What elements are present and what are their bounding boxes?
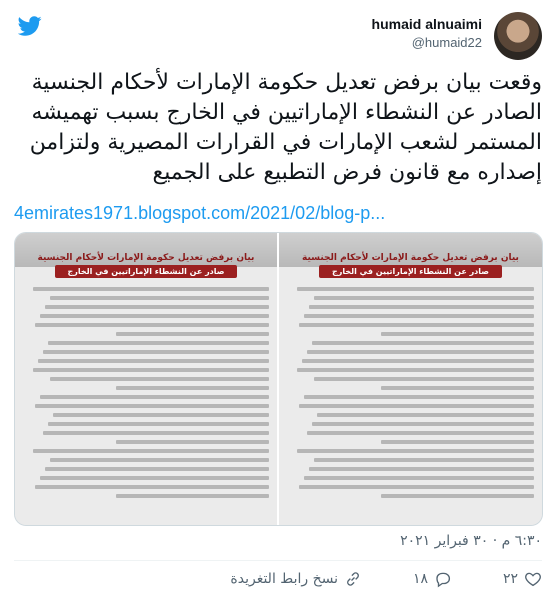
document-image-left[interactable] [15, 233, 279, 525]
author-name[interactable]: humaid alnuaimi [371, 16, 482, 32]
document-text-line [381, 440, 534, 444]
author-handle[interactable]: @humaid22 [411, 35, 482, 50]
twitter-bird-icon[interactable] [18, 14, 42, 38]
document-text-line [48, 422, 269, 426]
tweet-media[interactable] [14, 232, 543, 526]
like-action[interactable] [503, 570, 542, 588]
document-text-line [381, 386, 534, 390]
document-text-line [312, 341, 534, 345]
document-text-line [297, 449, 534, 453]
divider [14, 560, 542, 561]
document-text-line [314, 377, 534, 381]
heart-icon[interactable] [524, 570, 542, 588]
document-image-right[interactable] [279, 233, 542, 525]
document-text-line [33, 287, 269, 291]
document-text-line [43, 350, 269, 354]
document-text-line [116, 386, 269, 390]
document-text-line [307, 350, 534, 354]
document-text-line [40, 314, 269, 318]
document-text-line [45, 305, 269, 309]
document-text-line [312, 422, 534, 426]
tweet-timestamp[interactable]: ٦:٣٠ م · ٣٠ فبراير ٢٠٢١ [400, 533, 542, 549]
document-text-line [381, 332, 534, 336]
link-icon[interactable] [344, 570, 362, 588]
document-text-line [35, 485, 269, 489]
document-title: بيان برفض تعديل حكومة الإمارات لأحكام الجنسية [37, 253, 255, 263]
reply-icon[interactable] [434, 570, 452, 588]
document-text-line [38, 359, 269, 363]
document-text-line [33, 368, 269, 372]
document-text-line [35, 323, 269, 327]
document-text-line [299, 323, 534, 327]
document-text-line [317, 413, 534, 417]
avatar[interactable] [494, 12, 542, 60]
author-info[interactable] [372, 16, 482, 50]
document-text-line [309, 467, 534, 471]
document-text-line [314, 458, 534, 462]
tweet-text: وقعت بيان برفض تعديل حكومة الإمارات لأحكام الجنسية الصادر عن النشطاء الإماراتيين في الخارج بسبب تهميشه المستمر لشعب الإمارات في القرارات المصيرية ولتزامن إصداره مع قانون فرض التطبيع على الجميع [29, 70, 542, 185]
copy-link-action[interactable] [230, 570, 362, 588]
document-text-line [116, 440, 269, 444]
document-text-line [302, 359, 534, 363]
document-text-line [35, 404, 269, 408]
document-text-line [381, 494, 534, 498]
document-body [287, 287, 534, 517]
reply-action[interactable] [413, 570, 452, 588]
document-text-line [50, 377, 269, 381]
reply-count: ١٨ [412, 571, 428, 587]
document-subtitle: صادر عن النشطاء الإماراتيين في الخارج [319, 265, 502, 278]
document-text-line [45, 467, 269, 471]
document-text-line [116, 494, 269, 498]
document-subtitle: صادر عن النشطاء الإماراتيين في الخارج [55, 265, 237, 278]
document-text-line [297, 287, 534, 291]
document-text-line [314, 296, 534, 300]
tweet-header [14, 12, 542, 60]
document-text-line [50, 296, 269, 300]
document-text-line [50, 458, 269, 462]
like-count: ٢٢ [502, 571, 518, 587]
document-text-line [33, 449, 269, 453]
document-text-line [297, 368, 534, 372]
document-body [23, 287, 269, 517]
document-text-line [116, 332, 269, 336]
document-text-line [309, 305, 534, 309]
document-text-line [40, 476, 269, 480]
action-bar [14, 570, 542, 592]
document-title: بيان برفض تعديل حكومة الإمارات لأحكام الجنسية [302, 253, 519, 263]
document-text-line [48, 341, 269, 345]
document-text-line [307, 431, 534, 435]
document-text-line [53, 413, 269, 417]
document-text-line [40, 395, 269, 399]
document-text-line [304, 476, 534, 480]
tweet-link[interactable]: 4emirates1971.blogspot.com/2021/02/blog-p... [14, 203, 386, 223]
document-text-line [304, 314, 534, 318]
document-text-line [304, 395, 534, 399]
document-text-line [43, 431, 269, 435]
document-text-line [299, 485, 534, 489]
document-text-line [299, 404, 534, 408]
copy-link-label: نسخ رابط التغريدة [230, 571, 338, 587]
